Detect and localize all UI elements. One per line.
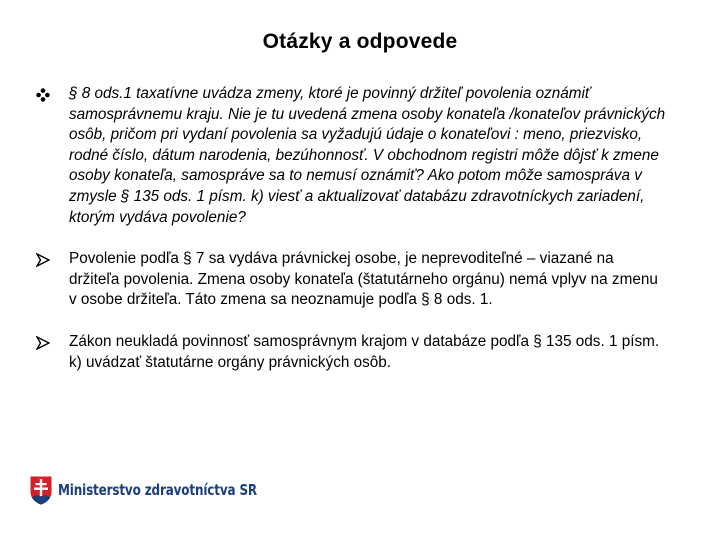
slovak-coat-of-arms-icon <box>29 475 53 506</box>
arrowhead-bullet-icon <box>36 336 50 350</box>
bullet-text: Povolenie podľa § 7 sa vydáva právnickej osobe, je neprevoditeľné – viazané na držiteľa povolenia. Zmena osoby konateľa (štatutárneho orgánu) nemá vplyv na zmenu v osobe držiteľa. Táto zmena sa neoznamuje podľa § 8 ods. 1. <box>69 250 658 309</box>
bullet-item <box>36 249 666 311</box>
arrowhead-bullet-icon <box>36 253 50 267</box>
bullet-text: Zákon neukladá povinnosť samosprávnym krajom v databáze podľa § 135 ods. 1 písm. k) uvádzať štatutárne orgány právnických osôb. <box>69 332 660 371</box>
bullet-item <box>36 332 666 373</box>
diamond-bullet-icon <box>36 88 50 102</box>
ministry-logo <box>29 474 307 506</box>
bullet-text: § 8 ods.1 taxatívne uvádza zmeny, ktoré je povinný držiteľ povolenia oznámiť samosprávnemu kraju. Nie je tu uvedená zmena osoby konateľa /konateľov právnických osôb, pričom pri vydaní povolenia sa vyžadujú údaje o konateľovi : meno, priezvisko, rodné číslo, dátum narodenia, bezúhonnosť. V obchodnom registri môže dôjsť k zmene osoby konateľa, samospráve sa to nemusí oznámiť? Ako potom môže samospráva v zmysle § 135 ods. 1 písm. k) viesť a aktualizovať databázu zdravotníckych zariadení, ktorým vydáva povolenie? <box>69 85 666 226</box>
bullet-item <box>36 84 666 228</box>
page-title: Otázky a odpovede <box>262 30 458 53</box>
ministry-name: Ministerstvo zdravotníctva SR <box>58 481 258 499</box>
bullet-list <box>36 84 666 373</box>
